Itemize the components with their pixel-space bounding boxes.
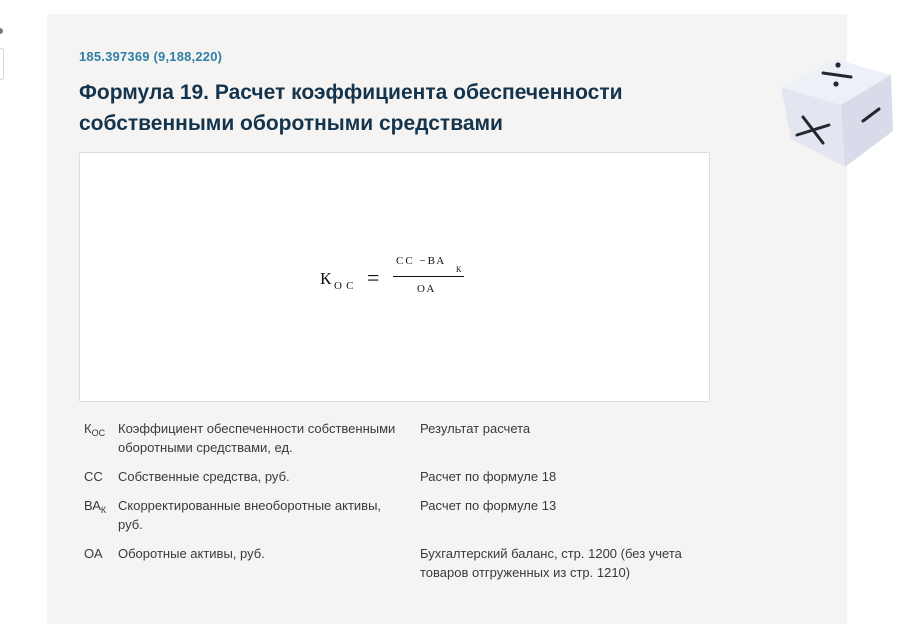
page-title: Формула 19. Расчет коэффициента обеспеченности собственными оборотными средствами	[79, 81, 623, 135]
variable-description: Оборотные активы, руб.	[118, 546, 265, 561]
variable-row	[79, 544, 719, 592]
formula-lhs-subscript: ОС	[334, 280, 358, 292]
formula-lhs: К	[320, 269, 332, 288]
variable-description: Скорректированные внеоборотные активы, руб.	[118, 498, 382, 532]
variable-symbol: СС	[84, 469, 103, 484]
formula-code: 185.397369 (9,188,220)	[79, 49, 223, 64]
variable-row	[79, 419, 719, 467]
variables-table	[79, 419, 719, 592]
variable-source: Расчет по формуле 18	[420, 469, 557, 484]
fraction-bar	[393, 276, 464, 277]
variable-row	[79, 496, 719, 544]
math-cube-icon	[775, 39, 897, 167]
variable-source: Результат расчета	[420, 421, 531, 436]
variable-symbol: ОА	[84, 546, 103, 561]
variable-description: Собственные средства, руб.	[118, 469, 290, 484]
variable-source: Расчет по формуле 13	[420, 498, 557, 513]
formula-numerator: СС −ВА	[396, 255, 447, 267]
variable-source: Бухгалтерский баланс, стр. 1200 (без учета товаров отгруженных из стр. 1210)	[420, 546, 682, 580]
variable-symbol: $К_{ОС}$	[84, 421, 106, 438]
variable-symbol: $ВА_К$	[84, 498, 107, 515]
edge-dot	[0, 28, 3, 34]
formula-denominator: ОА	[417, 283, 437, 295]
variable-description: Коэффициент обеспеченности собственными оборотными средствами, ед.	[118, 421, 396, 455]
formula-equals: =	[367, 265, 380, 290]
edge-handle	[0, 48, 4, 80]
formula-card	[47, 14, 847, 624]
variable-row	[79, 467, 719, 496]
formula-image	[79, 152, 710, 402]
formula-expression	[320, 255, 480, 305]
formula-numerator-subscript: К	[456, 265, 462, 274]
